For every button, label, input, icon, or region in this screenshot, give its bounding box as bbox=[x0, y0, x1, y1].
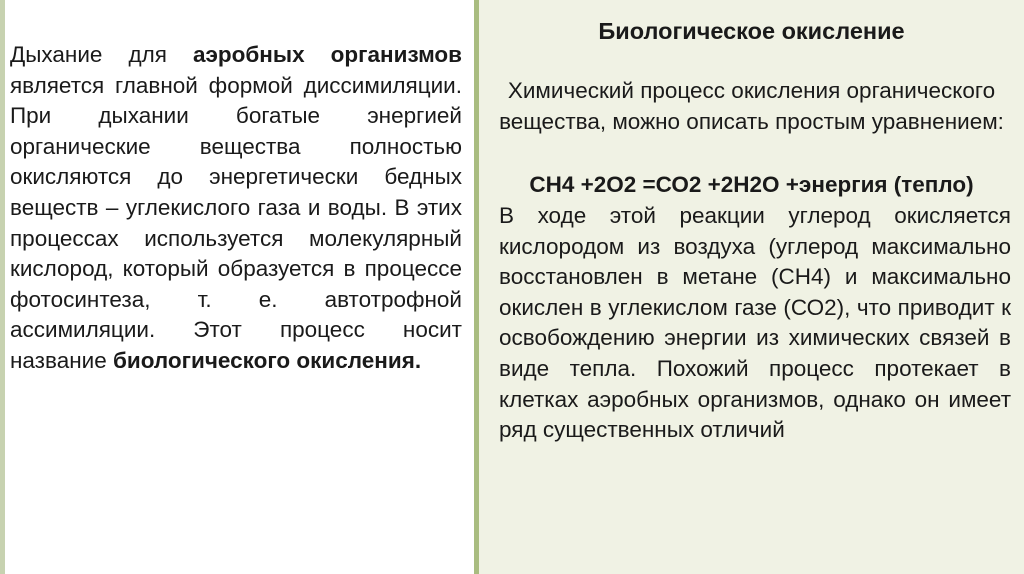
chemical-equation: СН4 +2О2 =СО2 +2Н2О +энергия (тепло) bbox=[529, 172, 974, 197]
right-panel bbox=[474, 0, 1024, 574]
panel-body-text: В ходе этой реакции углерод окисляется кислородом из воздуха (углерод максимально восстановлен в метане (СН4) и максимально окислен в углекислом газе (СО2), что приводит к освобождению энергии из химических связей в виде тепла. Похожий процесс протекает в клетках аэробных организмов, однако он имеет ряд существенных отличий bbox=[499, 203, 1011, 443]
left-text-part1: Дыхание для bbox=[10, 42, 193, 67]
panel-title: Биологическое окисление bbox=[598, 18, 905, 44]
left-text-bold2: биологического окисления. bbox=[112, 347, 422, 373]
panel-intro: Химический процесс окисления органического вещества, можно описать простым уравнением: bbox=[499, 78, 1004, 134]
left-text-bold1: аэробных организмов bbox=[192, 42, 462, 67]
left-text-block bbox=[10, 40, 462, 377]
left-accent-bar bbox=[0, 0, 5, 574]
left-text-part2: является главной формой диссимиляции. При дыхании богатые энергией органические вещества полностью окисляются до энергетически бедных веществ – углекислого газа и воды. В этих процессах используется молекулярный кислород, который образуется в процессе фотосинтеза, т. е. автотрофной ассимиляции. Этот процесс носит название bbox=[10, 72, 462, 373]
